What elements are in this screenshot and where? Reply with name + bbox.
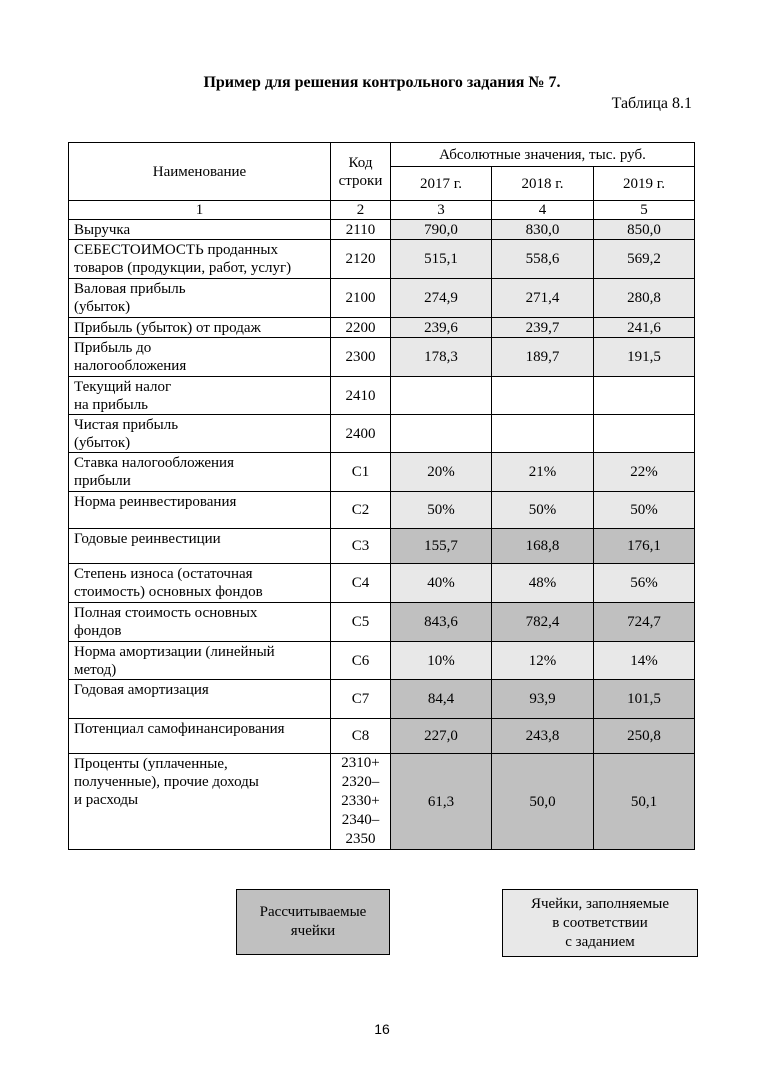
col-number: 3 [391,201,492,220]
row-code [331,529,391,564]
table-row [69,377,695,415]
row-name-line: фондов [74,623,122,639]
legend-calc-line2: ячейки [290,923,336,939]
value-cell: 241,6 [594,318,695,338]
table-row [69,564,695,603]
row-name-line: метод) [74,662,117,678]
row-code-line: С3 [351,538,370,554]
table-row [69,603,695,642]
row-name [69,338,331,377]
row-name-line: и расходы [74,792,139,808]
legend-calculated-cells [236,889,390,955]
value-cell: 843,6 [391,603,492,642]
value-cell: 782,4 [492,603,594,642]
row-name-line: Проценты (уплаченные, [74,756,228,772]
table-row [69,318,695,338]
value-cell: 50,0 [492,754,594,850]
row-code-line: С7 [351,691,370,707]
value-cell: 189,7 [492,338,594,377]
table-row [69,642,695,680]
row-code [331,279,391,318]
table-row [69,338,695,377]
row-name-line: прибыли [74,473,131,489]
legend-given-cells [502,889,698,957]
table-row [69,279,695,318]
row-code [331,220,391,240]
table-row [69,680,695,719]
row-name [69,564,331,603]
col-number: 4 [492,201,594,220]
value-cell [391,377,492,415]
row-code-line: 2350 [345,831,376,847]
value-cell: 84,4 [391,680,492,719]
value-cell: 790,0 [391,220,492,240]
value-cell: 850,0 [594,220,695,240]
row-name-line: Валовая прибыль [74,281,186,297]
value-cell: 12% [492,642,594,680]
column-numbers-row [69,201,695,220]
value-cell: 50% [391,492,492,529]
table-row [69,754,695,850]
header-code-line2: строки [338,172,383,189]
page-title: Пример для решения контрольного задания № 7. [203,74,561,91]
row-name-line: Степень износа (остаточная [74,566,253,582]
row-name [69,279,331,318]
legend-calc-line1: Рассчитываемые [259,904,367,920]
value-cell: 21% [492,453,594,492]
header-year: 2018 г. [492,167,594,201]
row-code-line: С1 [351,464,370,480]
header-abs-values: Абсолютные значения, тыс. руб. [391,143,695,167]
row-code [331,754,391,850]
value-cell: 10% [391,642,492,680]
table-row [69,529,695,564]
value-cell: 558,6 [492,240,594,279]
value-cell: 155,7 [391,529,492,564]
table-row [69,492,695,529]
row-name-line: Прибыль до [74,340,152,356]
value-cell: 515,1 [391,240,492,279]
row-code-line: 2310+ [341,755,380,771]
row-code [331,642,391,680]
row-code [331,492,391,529]
value-cell: 14% [594,642,695,680]
value-cell: 61,3 [391,754,492,850]
table-label: Таблица 8.1 [611,95,692,112]
row-code [331,564,391,603]
header-code [331,143,391,201]
row-name-line: Прибыль (убыток) от продаж [74,320,261,336]
value-cell: 20% [391,453,492,492]
row-name-line: Норма амортизации (линейный [74,644,275,660]
row-name-line: Выручка [74,222,131,238]
row-name-line: на прибыль [74,397,149,413]
row-name [69,529,331,564]
row-code-line: С4 [351,575,370,591]
value-cell: 830,0 [492,220,594,240]
value-cell: 22% [594,453,695,492]
value-cell: 227,0 [391,719,492,754]
value-cell: 239,7 [492,318,594,338]
header-year: 2017 г. [391,167,492,201]
row-code-line: С5 [351,614,370,630]
value-cell: 178,3 [391,338,492,377]
value-cell: 239,6 [391,318,492,338]
row-name-line: Норма реинвестирования [74,494,237,510]
row-code-line: 2340– [341,812,380,828]
table-row [69,453,695,492]
row-code-line: 2110 [345,221,376,238]
value-cell [594,415,695,453]
row-name-line: (убыток) [74,435,131,451]
row-name-line: налогообложения [74,358,187,374]
legend-given-line3: с заданием [565,933,635,950]
row-name-line: Чистая прибыль [74,417,179,433]
value-cell [492,377,594,415]
row-name-line: Потенциал самофинансирования [74,721,285,737]
row-name-line: Ставка налогообложения [74,455,234,471]
value-cell: 56% [594,564,695,603]
value-cell: 168,8 [492,529,594,564]
row-name [69,377,331,415]
row-code-line: С8 [351,728,370,744]
value-cell: 274,9 [391,279,492,318]
legend-given-line1: Ячейки, заполняемые [530,895,670,912]
header-code-line1: Код [348,154,373,171]
row-name-line: Полная стоимость основных [74,605,258,621]
table-row [69,415,695,453]
row-name-line: полученные), прочие доходы [74,774,259,790]
row-name [69,318,331,338]
row-code-line: С2 [351,502,370,518]
value-cell: 50,1 [594,754,695,850]
row-name [69,453,331,492]
table-row [69,719,695,754]
row-name [69,240,331,279]
value-cell: 191,5 [594,338,695,377]
row-name-line: СЕБЕСТОИМОСТЬ проданных [74,242,278,258]
financial-table [68,142,695,850]
row-code-line: 2330+ [341,793,380,809]
row-name-line: Годовая амортизация [74,682,209,698]
value-cell: 50% [594,492,695,529]
value-cell: 50% [492,492,594,529]
row-code-line: С6 [351,652,370,669]
col-number: 2 [331,201,391,220]
value-cell: 271,4 [492,279,594,318]
row-code [331,377,391,415]
row-name [69,754,331,850]
value-cell [391,415,492,453]
row-name-line: (убыток) [74,299,131,315]
row-code [331,415,391,453]
row-code [331,719,391,754]
row-code [331,338,391,377]
row-name-line: Годовые реинвестиции [74,531,221,547]
row-name-line: Текущий налог [74,379,172,395]
col-number: 1 [69,201,331,220]
value-cell: 40% [391,564,492,603]
row-name [69,642,331,680]
row-name [69,680,331,719]
row-code [331,453,391,492]
value-cell: 101,5 [594,680,695,719]
row-name [69,603,331,642]
row-code [331,680,391,719]
value-cell: 569,2 [594,240,695,279]
value-cell: 250,8 [594,719,695,754]
value-cell [492,415,594,453]
col-number: 5 [594,201,695,220]
row-code-line: 2100 [345,290,376,306]
header-name: Наименование [69,143,331,201]
legend-given-line2: в соответствии [552,914,648,931]
value-cell: 93,9 [492,680,594,719]
row-code-line: 2320– [341,774,380,790]
row-name [69,415,331,453]
row-code [331,318,391,338]
row-code [331,240,391,279]
row-name [69,492,331,529]
value-cell: 48% [492,564,594,603]
row-code-line: 2300 [345,349,376,365]
value-cell [594,377,695,415]
header-row [69,143,695,167]
table-row [69,220,695,240]
value-cell: 243,8 [492,719,594,754]
table-row [69,240,695,279]
row-name-line: стоимость) основных фондов [74,584,263,600]
value-cell: 176,1 [594,529,695,564]
row-code-line: 2120 [345,251,376,267]
row-name-line: товаров (продукции, работ, услуг) [74,260,292,276]
value-cell: 280,8 [594,279,695,318]
row-name [69,719,331,754]
row-code [331,603,391,642]
row-code-line: 2410 [345,387,376,404]
value-cell: 724,7 [594,603,695,642]
row-code-line: 2200 [345,319,376,336]
page-number: 16 [374,1021,390,1037]
header-year: 2019 г. [594,167,695,201]
row-code-line: 2400 [345,425,376,442]
row-name [69,220,331,240]
